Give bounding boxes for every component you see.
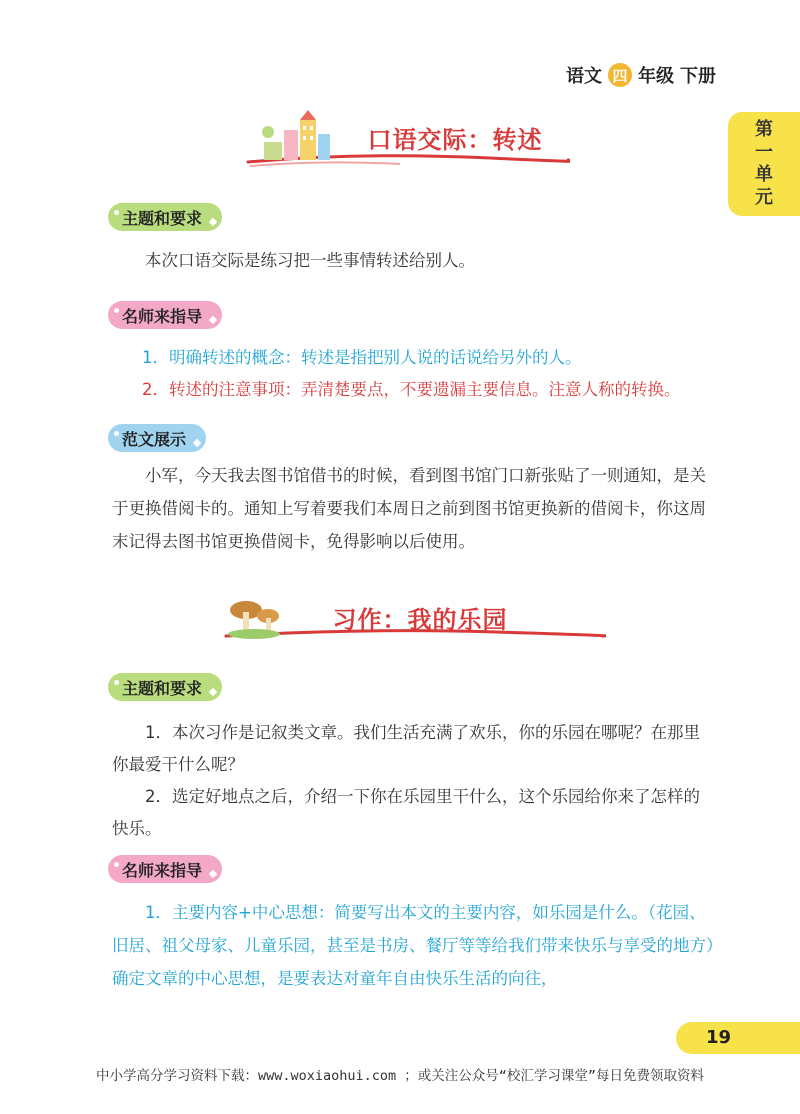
section1-requirement-text: 本次口语交际是练习把一些事情转述给别人。: [145, 251, 475, 270]
section1-example-badge: 范文展示: [108, 424, 206, 452]
section1-guidance-badge: 名师来指导: [108, 301, 222, 329]
section1-title: [0, 120, 800, 155]
section2-guidance-badge: 名师来指导: [108, 855, 222, 883]
grade-label: 年级: [638, 66, 674, 87]
section1-guidance-item-1: 1．明确转述的概念：转述是指把别人说的话说给另外的人。: [142, 348, 582, 367]
footer-watermark-text: 中小学高分学习资料下载：www.woxiaohui.com ；或关注公众号“校汇学习课堂”每日免费领取资料: [95, 1068, 705, 1084]
subject-label: 语文: [566, 66, 602, 87]
section2-guidance-item-1: 1．主要内容+中心思想：简要写出本文的主要内容，如乐园是什么。（花园、旧居、祖父母家、儿童乐园，甚至是书房、餐厅等等给我们带来快乐与享受的地方）确定文章的中心思想，是要表达对童年自由快乐生活的向往，: [112, 903, 715, 988]
section2-title-text: 习作：我的乐园: [332, 606, 508, 634]
section2-title: [0, 600, 800, 635]
section1-guidance-item-2: 2．转述的注意事项：弄清楚要点，不要遗漏主要信息。注意人称的转换。: [142, 380, 681, 399]
page-number-tab: [676, 1022, 800, 1054]
section1-requirement-badge: 主题和要求: [108, 203, 222, 231]
page-number: 19: [706, 1027, 732, 1048]
section2-requirement-item-2: 2．选定好地点之后，介绍一下你在乐园里干什么，这个乐园给你来了怎样的快乐。: [112, 787, 700, 838]
unit-tab-char: 元: [755, 186, 773, 208]
unit-tab-char: 单: [755, 164, 773, 185]
unit-tab-char: 一: [755, 141, 773, 163]
section2-requirement-item-1: 1．本次习作是记叙类文章。我们生活充满了欢乐，你的乐园在哪呢？在那里你最爱干什么呢？: [112, 723, 700, 774]
section1-example-text: 小军，今天我去图书馆借书的时候，看到图书馆门口新张贴了一则通知，是关于更换借阅卡的。通知上写着要我们本周日之前到图书馆更换新的借阅卡，你这周末记得去图书馆更换借阅卡，免得影响以后使用。: [112, 466, 706, 551]
page-header: [566, 62, 716, 88]
section2-requirement-badge: 主题和要求: [108, 673, 222, 701]
grade-number-badge: 四: [608, 63, 632, 87]
unit-tab-char: 第: [755, 119, 773, 140]
section1-title-text: 口语交际：转述: [367, 126, 543, 154]
volume-label: 下册: [680, 66, 716, 87]
